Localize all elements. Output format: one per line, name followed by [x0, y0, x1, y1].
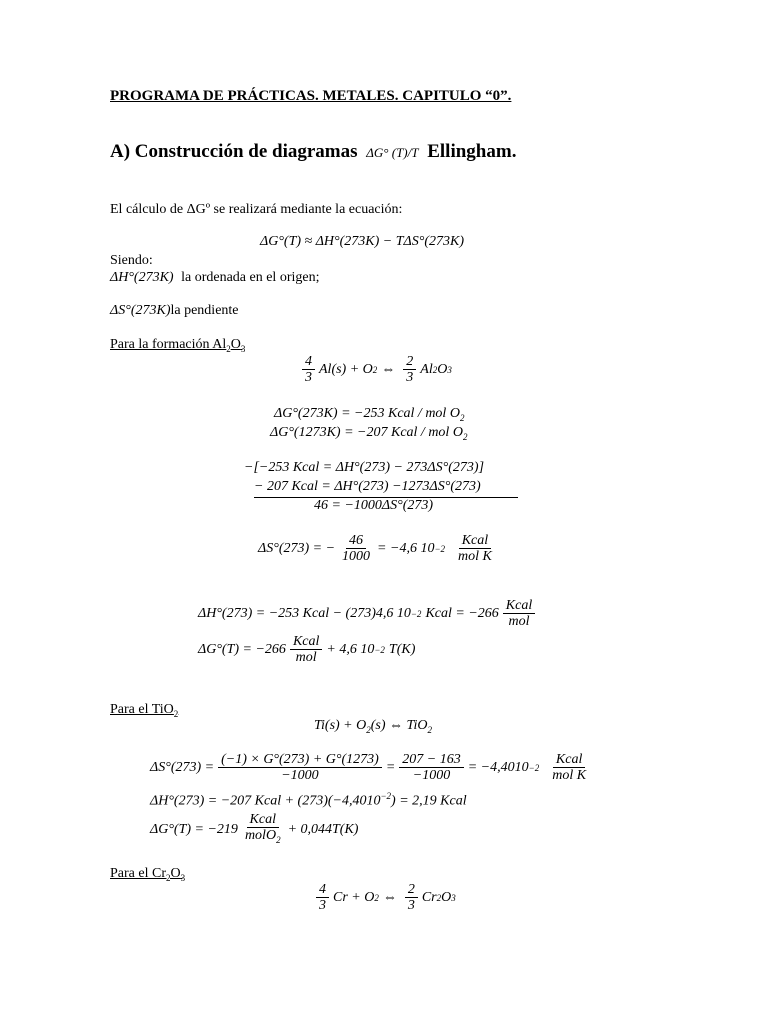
al-system-result: 46 = −1000ΔS°(273) [314, 498, 434, 513]
equilibrium-arrow-icon: ⇔ [382, 889, 397, 905]
intercept-text: la ordenada en el origen; [181, 270, 320, 285]
al2o3-reaction: $\frac{4}{3}$ Al(s) + O 2 ⇔ $\frac{2}{3}$ Al 2 O 3 [298, 354, 452, 385]
tio2-gibbs-eq: ΔG°(T) = −219 $\frac{\text{Kcal}}{molO_2}$ + 0,044T(K) [150, 812, 359, 845]
tio2-reaction: $Ti(s) + O_2(s)$ ⇔ TiO$_2$ [314, 718, 433, 735]
tio2-heading: Para el TiO$_2$ [110, 702, 179, 719]
siendo-label: Siendo: [110, 253, 153, 268]
cr2o3-heading: Para el $Cr_2O_3$ [110, 866, 186, 883]
tio2-entropy-eq: ΔS°(273) = $\frac{(-1) \times G^\circ(273) + G^\circ(1273)}{-1000}$ = $\frac{207 - 163}{-1000}$ = −4,4010 −2 $\frac{\text{Kcal}}{\text{mol K}}$ [150, 752, 587, 783]
slope-text: la pendiente [170, 303, 239, 318]
section-heading-post: Ellingham. [427, 141, 517, 162]
al-gibbs-eq: ΔG°(T) = −266 $\frac{\text{Kcal}}{\text{mol}}$ + 4,6 10 −2 T(K) [198, 634, 416, 665]
al-g273-line: ΔG°(273K) = −253 Kcal / mol $O_2$ [274, 406, 465, 423]
definition-intercept [110, 270, 319, 286]
al2o3-coef-fraction: $\frac{2}{3}$ [403, 354, 416, 385]
section-heading-pre: A) Construcción de diagramas [110, 141, 358, 162]
al-g1273-line: ΔG°(1273K) = −207 Kcal / mol $O_2$ [270, 425, 468, 442]
al-entropy-eq: ΔS°(273) = − $\frac{46}{1000}$ = −4,6 10 −2 $\frac{\text{Kcal}}{\text{mol K}}$ [258, 533, 492, 564]
page-title: PROGRAMA DE PRÁCTICAS. METALES. CAPITULO “0”. [110, 88, 512, 104]
al-system-line-2: − 207 Kcal = ΔH°(273) −1273ΔS°(273) [254, 479, 481, 494]
tio2-enthalpy-eq: ΔH°(273) = −207 Kcal + $(273)(-4,4010^{-2}) = 2,19$ Kcal [150, 791, 467, 809]
intro-text: El cálculo de ΔGº se realizará mediante la ecuación: [110, 202, 403, 217]
equilibrium-arrow-icon: ⇔ [381, 361, 396, 377]
section-heading-formula: ΔG° (T)/T [366, 145, 419, 160]
al2o3-heading: Para la formación $Al_2O_3$ [110, 337, 246, 354]
al-enthalpy-eq: ΔH°(273) = −253 Kcal − (273)4,6 10 −2 Kcal = −266 $\frac{\text{Kcal}}{\text{mol}}$ [198, 598, 539, 629]
main-equation: ΔG°(T) ≈ ΔH°(273K) − TΔS°(273K) [260, 234, 465, 249]
intercept-formula: ΔH°(273K) [110, 270, 174, 285]
al-system-line-1: −[−253 Kcal = ΔH°(273) − 273ΔS°(273)] [244, 460, 485, 475]
slope-formula: ΔS°(273K) [110, 303, 171, 318]
al-coef-fraction: $\frac{4}{3}$ [302, 354, 315, 385]
cr2o3-reaction: $\frac{4}{3}$ Cr + O 2 ⇔ $\frac{2}{3}$ Cr 2 O 3 [312, 882, 456, 913]
section-heading [110, 141, 516, 163]
definition-slope [110, 303, 239, 319]
